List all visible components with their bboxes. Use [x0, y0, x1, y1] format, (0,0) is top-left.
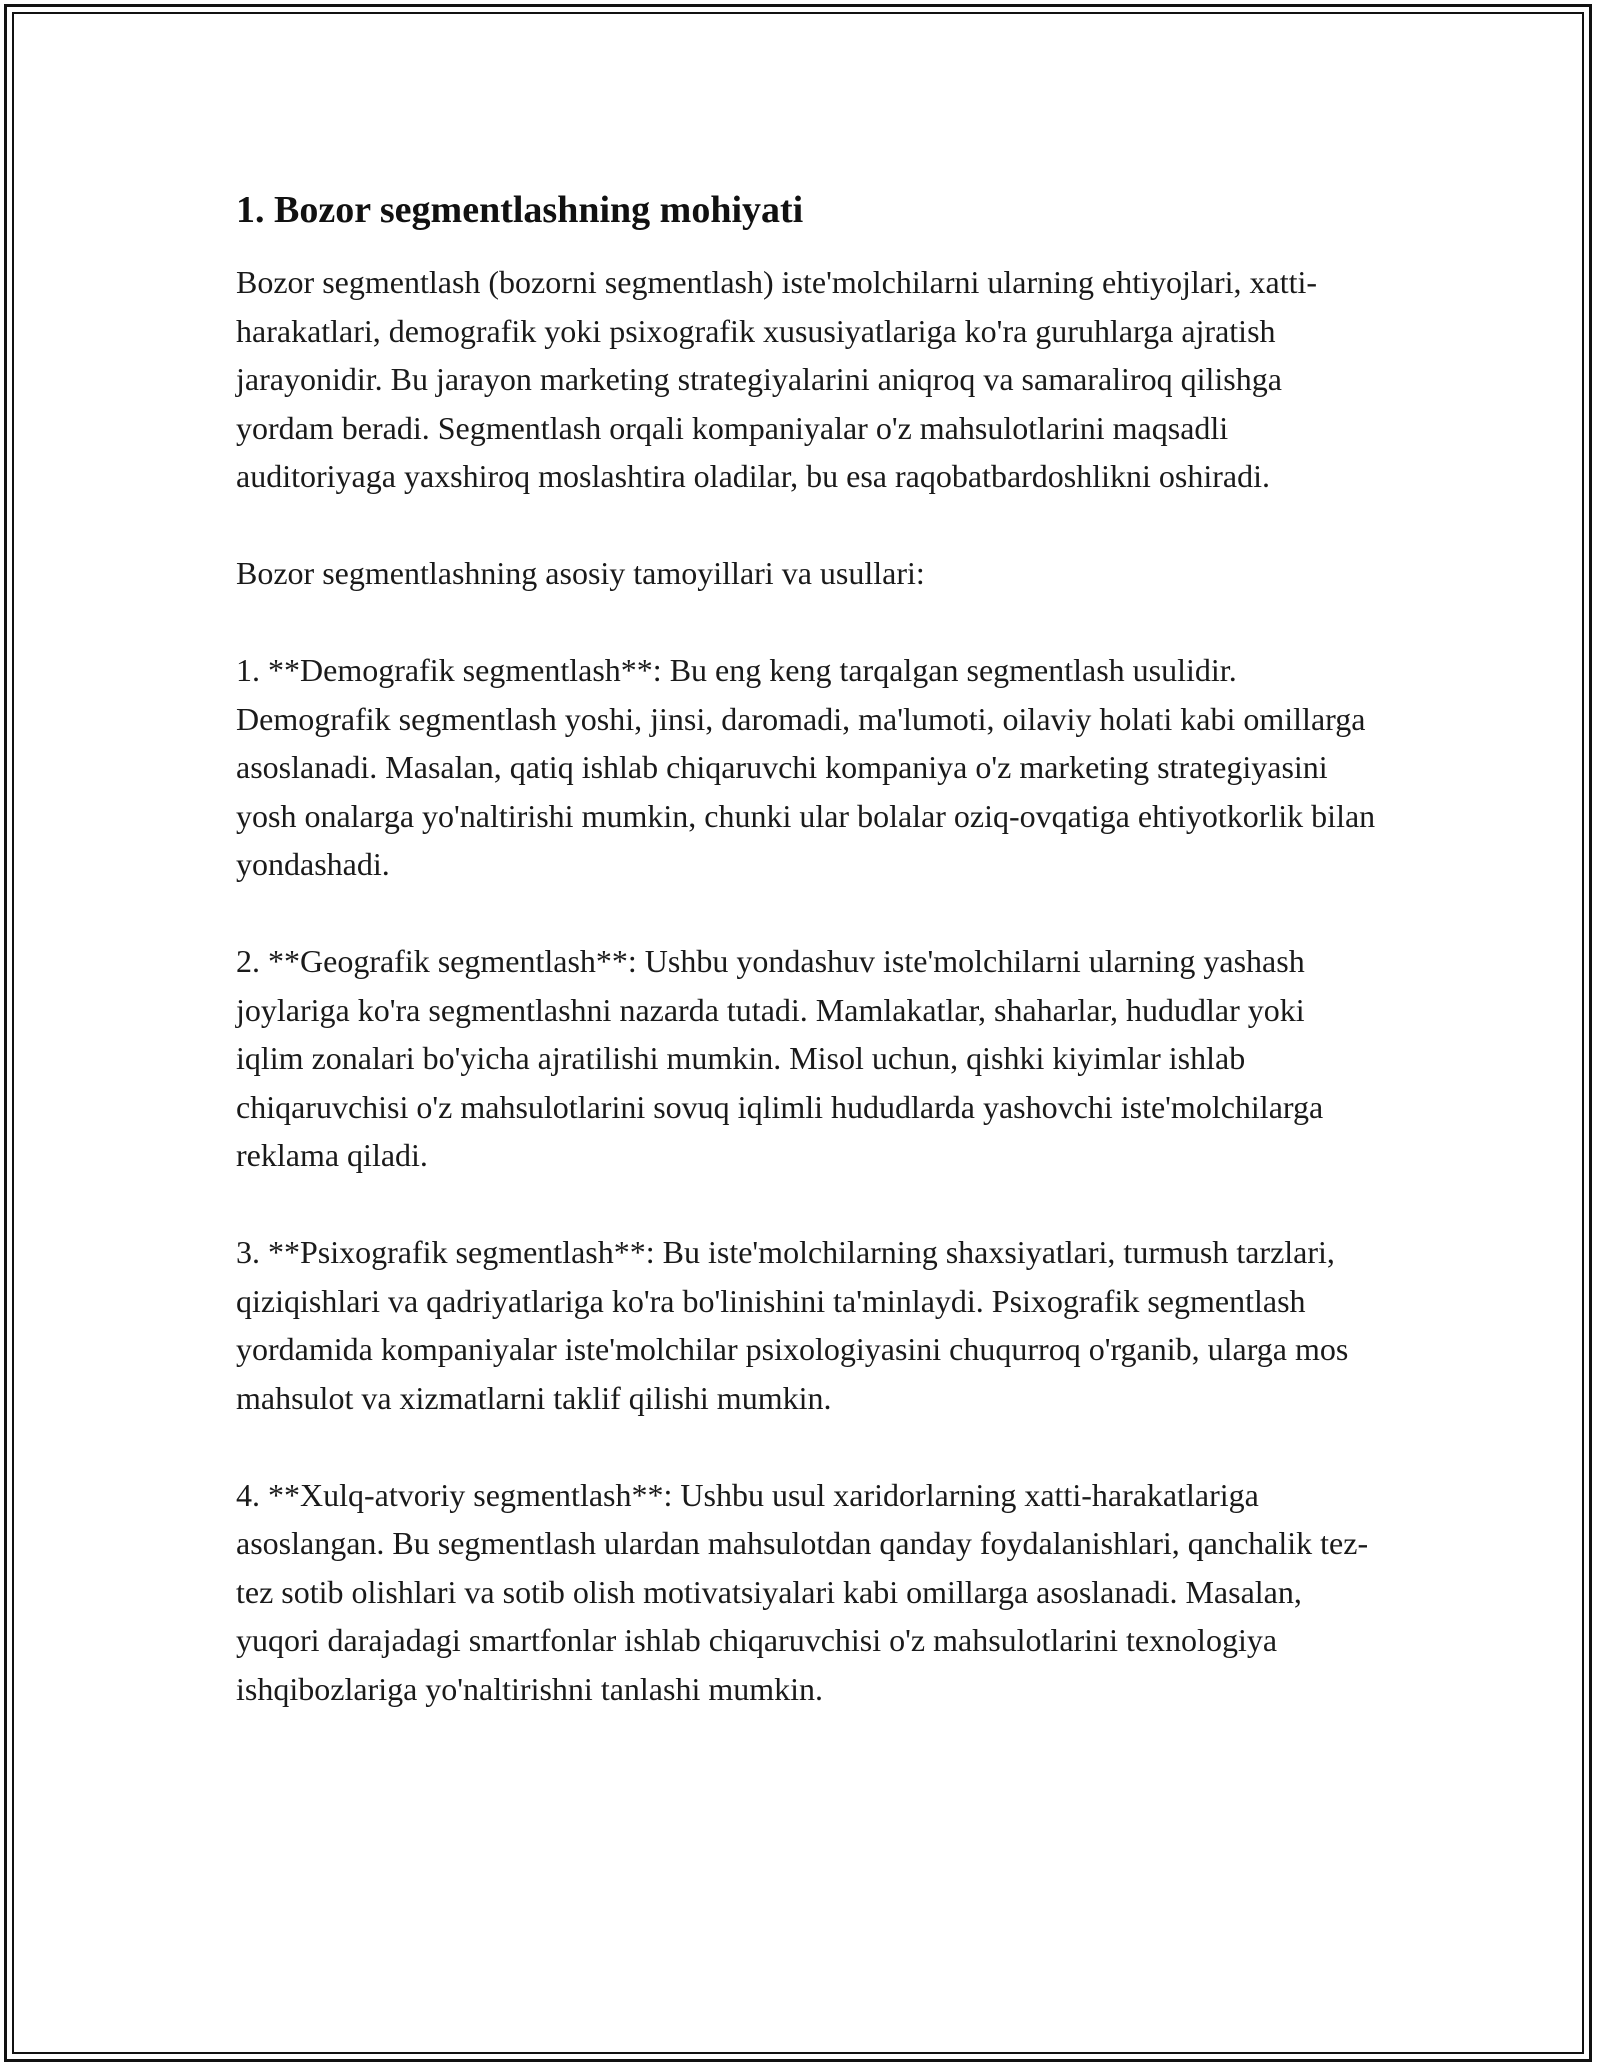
paragraph-principles-intro: Bozor segmentlashning asosiy tamoyillari va usullari: [236, 555, 925, 591]
paragraph-psychographic: 3. **Psixografik segmentlash**: Bu iste'molchilarning shaxsiyatlari, turmush tarzlari, qiziqishlari va qadriyatlariga ko'ra bo'linishini ta'minlaydi. Psixografik segmentlash yordamida kompaniyalar iste'molchilar psixologiyasini chuqurroq o'rganib, ularga mos mahsulot va xizmatlarni taklif qilishi mumkin. [236, 1234, 1349, 1416]
document-body [236, 186, 1376, 1762]
paragraph-geographic: 2. **Geografik segmentlash**: Ushbu yondashuv iste'molchilarni ularning yashash joylariga ko'ra segmentlashni nazarda tutadi. Mamlakatlar, shaharlar, hududlar yoki iqlim zonalari bo'yicha ajratilishi mumkin. Misol uchun, qishki kiyimlar ishlab chiqaruvchisi o'z mahsulotlarini sovuq iqlimli hududlarda yashovchi iste'molchilarga reklama qiladi. [236, 943, 1324, 1173]
paragraph-demographic: 1. **Demografik segmentlash**: Bu eng keng tarqalgan segmentlash usulidir. Demografik segmentlash yoshi, jinsi, daromadi, ma'lumoti, oilaviy holati kabi omillarga asoslanadi. Masalan, qatiq ishlab chiqaruvchi kompaniya o'z marketing strategiyasini yosh onalarga yo'naltirishi mumkin, chunki ular bolalar oziq-ovqatiga ehtiyotkorlik bilan yondashadi. [236, 652, 1376, 882]
paragraph-intro: Bozor segmentlash (bozorni segmentlash) iste'molchilarni ularning ehtiyojlari, xatti-harakatlari, demografik yoki psixografik xususiyatlariga ko'ra guruhlarga ajratish jarayonidir. Bu jarayon marketing strategiyalarini aniqroq va samaraliroq qilishga yordam beradi. Segmentlash orqali kompaniyalar o'z mahsulotlarini maqsadli auditoriyaga yaxshiroq moslashtira oladilar, bu esa raqobatbardoshlikni oshiradi. [236, 264, 1318, 494]
section-heading: 1. Bozor segmentlashning mohiyati [236, 189, 804, 231]
paragraph-behavioral: 4. **Xulq-atvoriy segmentlash**: Ushbu usul xaridorlarning xatti-harakatlariga asoslangan. Bu segmentlash ulardan mahsulotdan qanday foydalanishlari, qanchalik tez-tez sotib olishlari va sotib olish motivatsiyalari kabi omillarga asoslanadi. Masalan, yuqori darajadagi smartfonlar ishlab chiqaruvchisi o'z mahsulotlarini texnologiya ishqibozlariga yo'naltirishni tanlashi mumkin. [236, 1476, 1369, 1707]
